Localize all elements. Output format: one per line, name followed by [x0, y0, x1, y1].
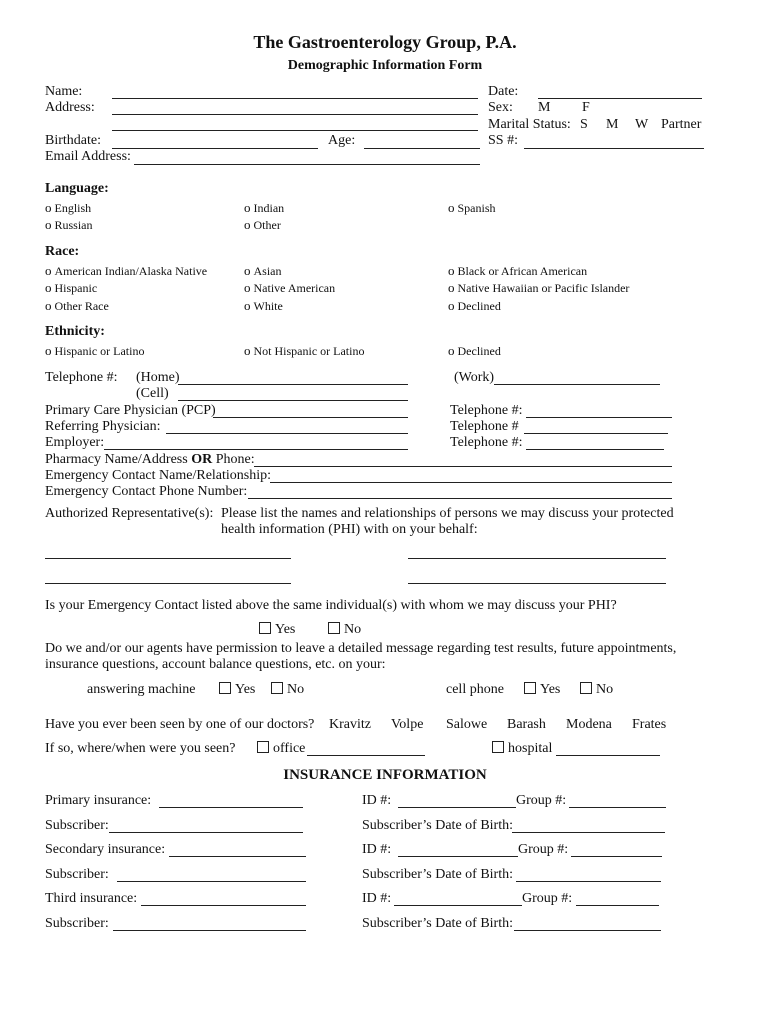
- language-option-label: Other: [253, 218, 281, 232]
- race-american-indian[interactable]: [45, 263, 207, 279]
- third-insurance-label: Third insurance:: [45, 891, 138, 906]
- work-phone-label: (Work): [454, 370, 495, 385]
- form-title: The Gastroenterology Group, P.A.: [253, 32, 517, 52]
- answering-machine-no[interactable]: [271, 682, 304, 698]
- pcp-label: Primary Care Physician (PCP): [45, 403, 216, 418]
- home-phone-label: (Home): [136, 370, 180, 385]
- marital-m-option[interactable]: M: [606, 117, 619, 132]
- checkbox-icon: [257, 741, 269, 753]
- same-individual-no[interactable]: [328, 622, 361, 638]
- telephone-label: Telephone #:: [45, 370, 118, 385]
- race-hispanic[interactable]: [45, 280, 97, 296]
- language-heading: Language:: [45, 181, 109, 196]
- pcp-field[interactable]: [213, 417, 408, 418]
- answering-machine-label: answering machine: [87, 682, 196, 697]
- secondary-sub-dob-field[interactable]: [516, 881, 661, 882]
- cell-phone-field[interactable]: [178, 400, 408, 401]
- age-label: Age:: [328, 133, 356, 148]
- option-label: No: [344, 622, 362, 637]
- third-subscriber-field[interactable]: [113, 930, 306, 931]
- race-native-hawaiian[interactable]: [448, 280, 629, 296]
- work-phone-field[interactable]: [494, 384, 660, 385]
- doctor-modena[interactable]: Modena: [566, 717, 612, 732]
- primary-insurance-label: Primary insurance:: [45, 793, 152, 808]
- primary-group-label: Group #:: [516, 793, 567, 808]
- option-label: No: [287, 682, 305, 697]
- race-option-label: Native Hawaiian or Pacific Islander: [457, 281, 630, 295]
- primary-sub-dob-field[interactable]: [512, 832, 665, 833]
- third-insurance-field[interactable]: [141, 905, 306, 906]
- seen-office-option[interactable]: [257, 741, 305, 757]
- race-black[interactable]: [448, 263, 587, 279]
- referring-field[interactable]: [166, 433, 408, 434]
- primary-id-field[interactable]: [398, 807, 516, 808]
- third-sub-dob-label: Subscriber’s Date of Birth:: [362, 916, 513, 931]
- marital-w-option[interactable]: W: [635, 117, 649, 132]
- checkbox-icon: [271, 682, 283, 694]
- language-english[interactable]: [45, 200, 91, 216]
- birthdate-label: Birthdate:: [45, 133, 101, 148]
- radio-marker: o: [45, 217, 52, 232]
- radio-marker: o: [448, 298, 455, 313]
- authorized-text-1: Please list the names and relationships of persons we may discuss your protected: [221, 506, 674, 521]
- third-id-field[interactable]: [394, 905, 522, 906]
- doctor-volpe[interactable]: Volpe: [391, 717, 424, 732]
- pcp-telephone-label: Telephone #:: [450, 403, 523, 418]
- option-label: Yes: [275, 622, 296, 637]
- emergency-name-label: Emergency Contact Name/Relationship:: [45, 468, 272, 483]
- birthdate-field[interactable]: [112, 148, 318, 149]
- referring-telephone-label: Telephone #: [450, 419, 519, 434]
- name-field[interactable]: [112, 98, 478, 99]
- where-when-question: If so, where/when were you seen?: [45, 741, 236, 756]
- pharmacy-field[interactable]: [254, 466, 672, 467]
- sex-f-option[interactable]: F: [582, 100, 590, 115]
- office-field[interactable]: [307, 755, 425, 756]
- employer-field[interactable]: [104, 449, 408, 450]
- race-option-label: Native American: [253, 281, 336, 295]
- ss-field[interactable]: [524, 148, 704, 149]
- language-option-label: Russian: [54, 218, 93, 232]
- radio-marker: o: [244, 263, 251, 278]
- email-label: Email Address:: [45, 149, 131, 164]
- primary-sub-dob-label: Subscriber’s Date of Birth:: [362, 818, 513, 833]
- address-field-2[interactable]: [112, 130, 478, 131]
- radio-marker: o: [448, 263, 455, 278]
- radio-marker: o: [244, 217, 251, 232]
- doctor-kravitz[interactable]: Kravitz: [329, 717, 371, 732]
- race-heading: Race:: [45, 244, 80, 259]
- hospital-field[interactable]: [556, 755, 660, 756]
- home-phone-field[interactable]: [178, 384, 408, 385]
- language-option-label: Indian: [253, 201, 285, 215]
- race-option-label: Asian: [253, 264, 282, 278]
- race-option-label: Other Race: [54, 299, 109, 313]
- authorized-text-2: health information (PHI) with on your behalf:: [221, 522, 478, 537]
- third-sub-dob-field[interactable]: [514, 930, 661, 931]
- secondary-insurance-label: Secondary insurance:: [45, 842, 166, 857]
- marital-s-option[interactable]: S: [580, 117, 588, 132]
- employer-label: Employer:: [45, 435, 105, 450]
- ethnicity-option-label: Hispanic or Latino: [54, 344, 145, 358]
- pharmacy-phone-text: Phone:: [212, 452, 255, 467]
- third-group-label: Group #:: [522, 891, 573, 906]
- checkbox-icon: [492, 741, 504, 753]
- secondary-id-label: ID #:: [362, 842, 392, 857]
- race-declined[interactable]: [448, 298, 501, 314]
- third-group-field[interactable]: [576, 905, 659, 906]
- race-option-label: Black or African American: [457, 264, 588, 278]
- radio-marker: o: [448, 280, 455, 295]
- third-subscriber-label: Subscriber:: [45, 916, 109, 931]
- marital-label: Marital Status:: [488, 117, 571, 132]
- ethnicity-hispanic[interactable]: [45, 343, 144, 359]
- radio-marker: o: [448, 200, 455, 215]
- name-label: Name:: [45, 84, 83, 99]
- primary-id-label: ID #:: [362, 793, 392, 808]
- seen-before-question: Have you ever been seen by one of our doctors?: [45, 717, 315, 732]
- radio-marker: o: [244, 343, 251, 358]
- race-native-american[interactable]: [244, 280, 335, 296]
- race-asian[interactable]: [244, 263, 282, 279]
- language-spanish[interactable]: [448, 200, 496, 216]
- cell-phone-label: (Cell): [136, 386, 169, 401]
- authorized-field-4[interactable]: [408, 583, 666, 584]
- referring-label: Referring Physician:: [45, 419, 161, 434]
- language-option-label: Spanish: [457, 201, 496, 215]
- radio-marker: o: [45, 343, 52, 358]
- emergency-phone-label: Emergency Contact Phone Number:: [45, 484, 248, 499]
- pharmacy-label-text: Pharmacy Name/Address: [45, 452, 192, 467]
- sex-m-option[interactable]: M: [538, 100, 551, 115]
- pcp-telephone-field[interactable]: [526, 417, 672, 418]
- ethnicity-declined[interactable]: [448, 343, 501, 359]
- secondary-subscriber-field[interactable]: [117, 881, 306, 882]
- checkbox-icon: [580, 682, 592, 694]
- date-field[interactable]: [538, 98, 702, 99]
- employer-telephone-field[interactable]: [526, 449, 664, 450]
- secondary-insurance-field[interactable]: [169, 856, 306, 857]
- radio-marker: o: [45, 298, 52, 313]
- checkbox-icon: [328, 622, 340, 634]
- language-indian[interactable]: [244, 200, 284, 216]
- sex-label: Sex:: [488, 100, 513, 115]
- referring-telephone-field[interactable]: [524, 433, 668, 434]
- language-russian[interactable]: [45, 217, 93, 233]
- ethnicity-option-label: Declined: [457, 344, 501, 358]
- secondary-subscriber-label: Subscriber:: [45, 867, 109, 882]
- ss-label: SS #:: [488, 133, 518, 148]
- age-field[interactable]: [364, 148, 480, 149]
- answering-machine-yes[interactable]: [219, 682, 255, 698]
- ethnicity-heading: Ethnicity:: [45, 324, 105, 339]
- cell-phone-no[interactable]: [580, 682, 613, 698]
- doctor-salowe[interactable]: Salowe: [446, 717, 488, 732]
- insurance-heading: INSURANCE INFORMATION: [283, 767, 487, 783]
- primary-subscriber-field[interactable]: [109, 832, 303, 833]
- race-white[interactable]: [244, 298, 283, 314]
- option-label: office: [273, 741, 306, 756]
- emergency-name-field[interactable]: [270, 482, 672, 483]
- race-option-label: Hispanic: [54, 281, 98, 295]
- permission-text-1: Do we and/or our agents have permission to leave a detailed message regarding test results, future appointments,: [45, 641, 677, 656]
- race-option-label: American Indian/Alaska Native: [54, 264, 208, 278]
- primary-group-field[interactable]: [569, 807, 666, 808]
- checkbox-icon: [259, 622, 271, 634]
- radio-marker: o: [45, 200, 52, 215]
- permission-text-2: insurance questions, account balance questions, etc. on your:: [45, 657, 386, 672]
- seen-hospital-option[interactable]: [492, 741, 552, 757]
- secondary-id-field[interactable]: [398, 856, 518, 857]
- checkbox-icon: [219, 682, 231, 694]
- secondary-group-label: Group #:: [518, 842, 569, 857]
- radio-marker: o: [45, 263, 52, 278]
- same-individual-question: Is your Emergency Contact listed above the same individual(s) with whom we may discuss your PHI?: [45, 598, 617, 613]
- cell-phone-yes[interactable]: [524, 682, 560, 698]
- address-field-1[interactable]: [112, 114, 478, 115]
- same-individual-yes[interactable]: [259, 622, 295, 638]
- checkbox-icon: [524, 682, 536, 694]
- form-subtitle: Demographic Information Form: [287, 58, 483, 73]
- employer-telephone-label: Telephone #:: [450, 435, 523, 450]
- option-label: Yes: [235, 682, 256, 697]
- radio-marker: o: [244, 280, 251, 295]
- authorized-label: Authorized Representative(s):: [45, 506, 214, 521]
- language-other[interactable]: [244, 217, 281, 233]
- language-option-label: English: [54, 201, 92, 215]
- ethnicity-not-hispanic[interactable]: [244, 343, 364, 359]
- pharmacy-label: [45, 452, 255, 468]
- race-option-label: Declined: [457, 299, 501, 313]
- cell-phone-question-label: cell phone: [446, 682, 504, 697]
- option-label: Yes: [540, 682, 561, 697]
- option-label: No: [596, 682, 614, 697]
- authorized-field-1[interactable]: [45, 558, 291, 559]
- radio-marker: o: [244, 298, 251, 313]
- date-label: Date:: [488, 84, 519, 99]
- secondary-group-field[interactable]: [571, 856, 662, 857]
- address-label: Address:: [45, 100, 95, 115]
- primary-insurance-field[interactable]: [159, 807, 303, 808]
- authorized-field-3[interactable]: [45, 583, 291, 584]
- doctor-barash[interactable]: Barash: [507, 717, 546, 732]
- doctor-frates[interactable]: Frates: [632, 717, 667, 732]
- radio-marker: o: [244, 200, 251, 215]
- email-field[interactable]: [134, 164, 480, 165]
- secondary-sub-dob-label: Subscriber’s Date of Birth:: [362, 867, 513, 882]
- pharmacy-or-text: OR: [191, 452, 213, 467]
- race-other[interactable]: [45, 298, 109, 314]
- primary-subscriber-label: Subscriber:: [45, 818, 109, 833]
- third-id-label: ID #:: [362, 891, 392, 906]
- radio-marker: o: [45, 280, 52, 295]
- marital-partner-option[interactable]: Partner: [661, 117, 702, 132]
- radio-marker: o: [448, 343, 455, 358]
- ethnicity-option-label: Not Hispanic or Latino: [253, 344, 365, 358]
- emergency-phone-field[interactable]: [248, 498, 672, 499]
- option-label: hospital: [508, 741, 553, 756]
- race-option-label: White: [253, 299, 283, 313]
- authorized-field-2[interactable]: [408, 558, 666, 559]
